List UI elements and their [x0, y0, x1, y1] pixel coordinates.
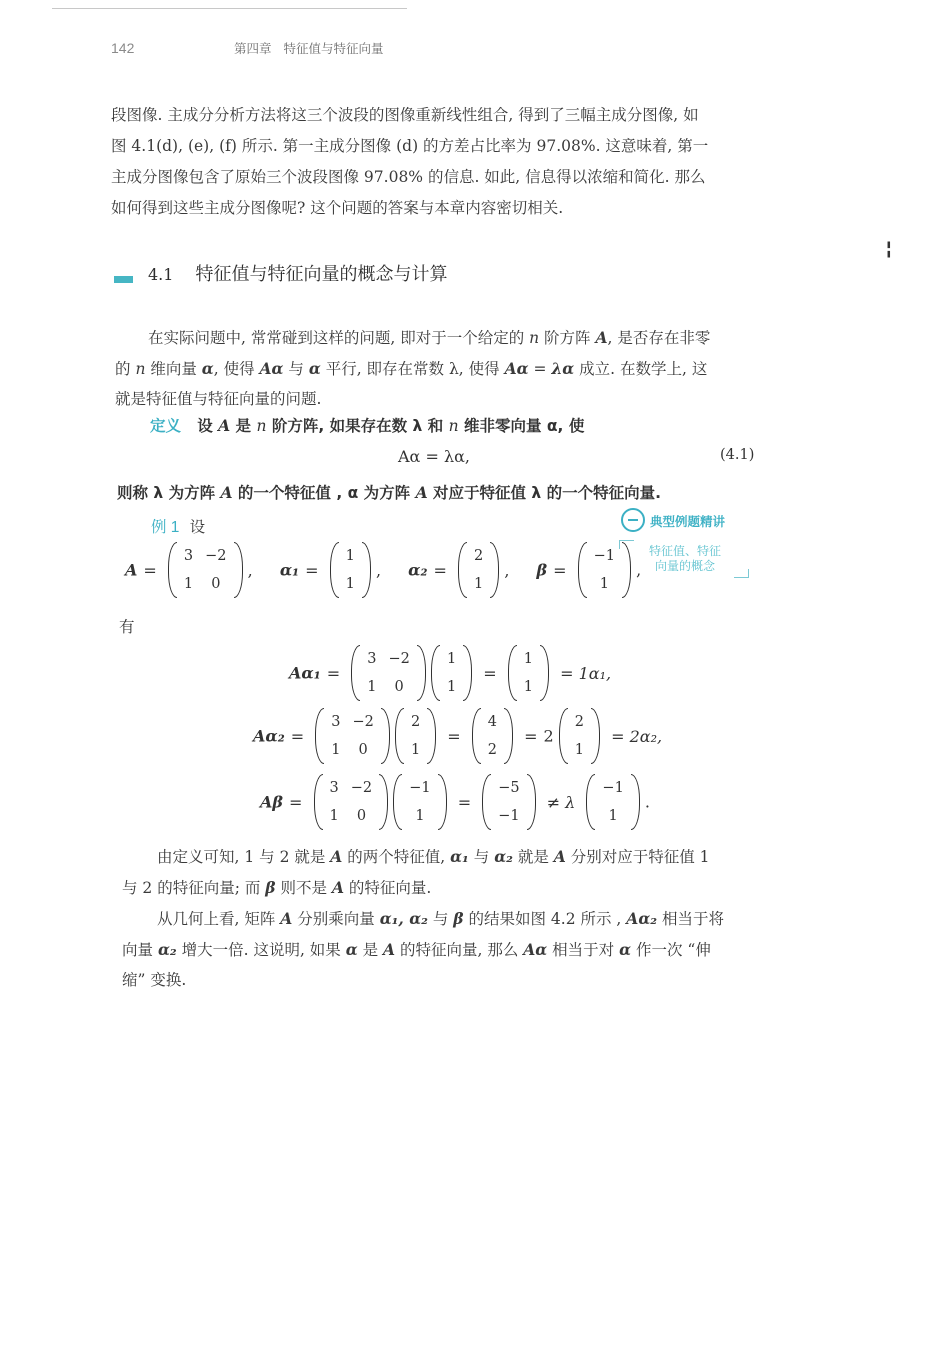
vector-alpha1: 1 1: [330, 542, 371, 598]
example-heading: [151, 512, 205, 543]
chapter-number: 第四章: [234, 42, 272, 56]
example-intro: 设: [189, 518, 206, 536]
definition-line-2: 则称 λ 为方阵 A 的一个特征值 , α 为方阵 A 对应于特征值 λ 的一个特征向量.: [117, 483, 661, 502]
intro-line: 图 4.1(d), (e), (f) 所示. 第一主成分图像 (d) 的方差占比率为 97.08%. 这意味着, 第一: [111, 137, 709, 155]
calc-A-alpha1: Aα₁ = 3 −2 1 0 1 1 = 1 1 = 1α₁,: [289, 645, 617, 701]
body-line: 由定义可知, 1 与 2 就是 A 的两个特征值, α₁ 与 α₂ 就是 A 分别对应于特征值 1: [157, 847, 710, 866]
body-line: 从几何上看, 矩阵 A 分别乘向量 α₁, α₂ 与 β 的结果如图 4.2 所示 , Aα₂ 相当于将: [157, 909, 724, 928]
body-paragraph: [115, 322, 710, 415]
example-label: 例 1: [151, 519, 180, 536]
equation-number: (4.1): [720, 447, 755, 463]
body-line: 的 n 维向量 α, 使得 Aα 与 α 平行, 即存在常数 λ, 使得 Aα = λα 成立. 在数学上, 这: [115, 359, 708, 378]
calc-A-beta: Aβ = 3 −2 1 0 −1 1 = −5 −1 ≠ λ −1 1 .: [260, 774, 650, 830]
conclusion-paragraph: [122, 841, 724, 996]
top-rule: [52, 8, 407, 9]
you-text: 有: [119, 618, 135, 636]
matrix-A: 3 −2 1 0: [168, 542, 243, 598]
definition-label: 定义: [150, 418, 182, 435]
body-line: 与 2 的特征向量; 而 β 则不是 A 的特征向量.: [122, 878, 432, 897]
section-marker: [114, 276, 133, 283]
definition-line-1: 定义 设 A 是 n 阶方阵, 如果存在数 λ 和 n 维非零向量 α, 使: [150, 416, 585, 435]
body-line: 缩” 变换.: [122, 971, 187, 989]
vector-beta: −1 1: [578, 542, 631, 598]
page-number: 142: [111, 40, 135, 56]
running-header: [234, 39, 396, 57]
intro-line: 主成分图像包含了原始三个波段图像 97.08% 的信息. 如此, 信息得以浓缩和简化. 那么: [111, 168, 706, 186]
body-line: 在实际问题中, 常常碰到这样的问题, 即对于一个给定的 n 阶方阵 A, 是否存在非零: [148, 328, 711, 347]
vector-alpha2: 2 1: [458, 542, 499, 598]
body-line: 就是特征值与特征向量的问题.: [115, 390, 322, 408]
video-lecture-icon[interactable]: [621, 508, 645, 532]
sidebar-text[interactable]: 特征值、特征 向量的概念: [648, 544, 721, 573]
example-matrices: A = 3 −2 1 0 , α₁ = 1 1 , α₂ = 2 1 , β = −1 1 ,: [125, 542, 641, 598]
definition-equation: Aα = λα,: [398, 447, 470, 466]
calc-A-alpha2: Aα₂ = 3 −2 1 0 2 1 = 4 2 = 2 2 1 = 2α₂,: [253, 708, 668, 764]
section-number: 4.1: [148, 265, 174, 284]
section-title: 特征值与特征向量的概念与计算: [195, 264, 448, 285]
intro-line: 段图像. 主成分分析方法将这三个波段的图像重新线性组合, 得到了三幅主成分图像, 如: [111, 106, 699, 124]
section-heading: [148, 260, 447, 286]
intro-paragraph: [111, 100, 708, 224]
chapter-title: 特征值与特征向量: [283, 42, 384, 56]
intro-line: 如何得到这些主成分图像呢? 这个问题的答案与本章内容密切相关.: [111, 199, 564, 217]
sidebar-title[interactable]: 典型例题精讲: [650, 515, 726, 529]
edge-mark: ╏: [884, 240, 894, 259]
body-line: 向量 α₂ 增大一倍. 这说明, 如果 α 是 A 的特征向量, 那么 Aα 相当于对 α 作一次 “伸: [122, 940, 711, 959]
